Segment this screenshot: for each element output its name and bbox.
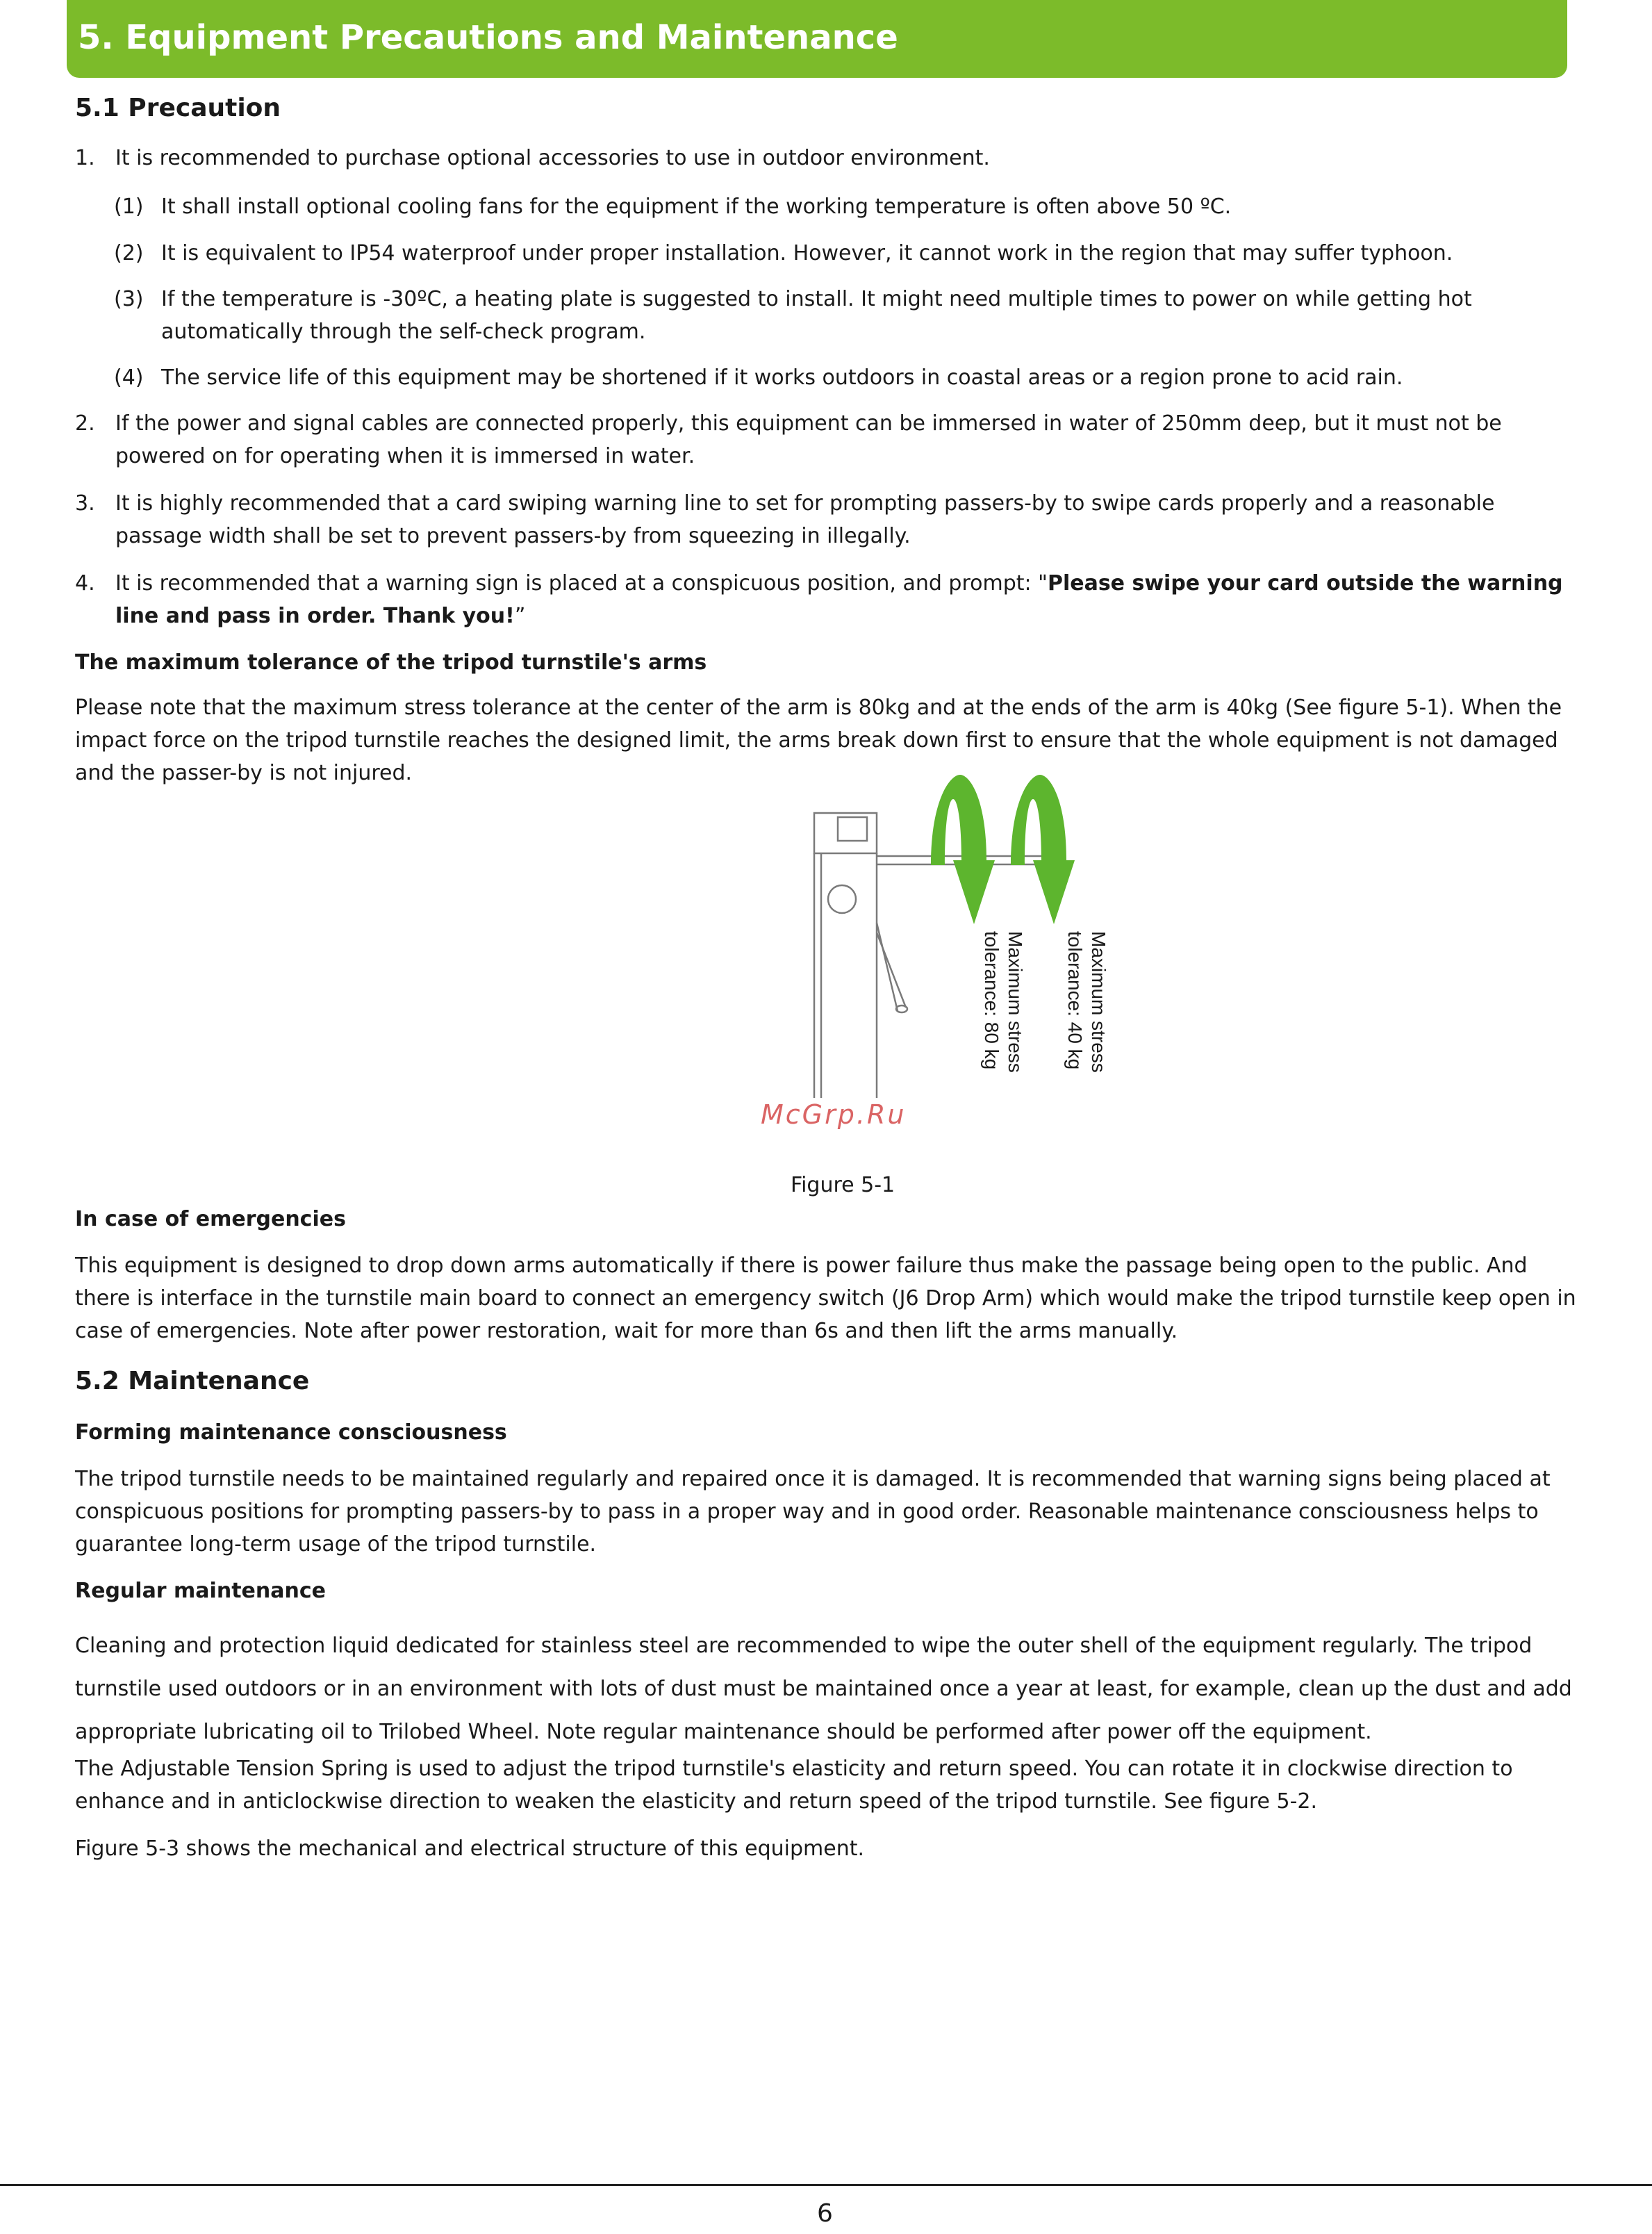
footer-rule	[0, 2184, 1652, 2186]
tolerance-paragraph: Please note that the maximum stress tolerance at the center of the arm is 80kg and at the ends of the arm is 40kg (See figure 5-1). When the impact force on the tripod turnstile reaches the designed limit, the arms break down first to ensure that the whole equipment is not damaged and the passer-by is not injured.	[75, 696, 1562, 785]
list-number: 3.	[75, 491, 95, 516]
list-text: If the power and signal cables are connected properly, this equipment can be immersed in water of 250mm deep, but it must not be powered on for operating when it is immersed in water.	[115, 411, 1502, 468]
list-text: If the temperature is -30ºC, a heating plate is suggested to install. It might need multiple times to power on while getting hot automatically through the self-check program.	[161, 287, 1472, 344]
prompt-close-quote: ”	[514, 604, 526, 628]
tension-spring-paragraph: The Adjustable Tension Spring is used to adjust the tripod turnstile's elasticity and return speed. You can rotate it in clockwise direction to enhance and in anticlockwise direction to weaken the elasticity and return speed of the tripod turnstile. See figure 5-2.	[75, 1757, 1513, 1814]
list-text	[115, 567, 1583, 632]
label-40kg-line1: Maximum stress	[1088, 931, 1109, 1073]
list-text: It shall install optional cooling fans for the equipment if the working temperature is often above 50 ºC.	[161, 195, 1232, 219]
list-number: (1)	[114, 195, 144, 219]
list-text: It is highly recommended that a card swiping warning line to set for prompting passers-by to swipe cards properly and a reasonable passage width shall be set to prevent passers-by from squeezing in illegally.	[115, 491, 1495, 548]
list-number: (4)	[114, 366, 144, 390]
lower-arm-edge-1	[877, 923, 898, 1011]
tolerance-heading: The maximum tolerance of the tripod turnstile's arms	[75, 650, 707, 675]
arrow-center-80kg-icon	[931, 775, 995, 924]
subsection-title-precaution: 5.1 Precaution	[75, 94, 281, 122]
list-number: (3)	[114, 287, 144, 311]
prompt-intro: It is recommended that a warning sign is placed at a conspicuous position, and prompt: "	[115, 571, 1048, 596]
trilobed-wheel-hub	[828, 885, 856, 913]
forming-paragraph: The tripod turnstile needs to be maintained regularly and repaired once it is damaged. It is recommended that warning signs being placed at conspicuous positions for prompting passers-by to pass in a proper way and in good order. Reasonable maintenance consciousness helps to guarantee long-term usage of the tripod turnstile.	[75, 1467, 1551, 1557]
list-text: It is equivalent to IP54 waterproof under proper installation. However, it cannot work in the region that may suffer typhoon.	[161, 241, 1453, 265]
figure-5-3-paragraph: Figure 5-3 shows the mechanical and electrical structure of this equipment.	[75, 1837, 865, 1861]
label-80kg-line1: Maximum stress	[1005, 931, 1026, 1073]
list-text: It is recommended to purchase optional accessories to use in outdoor environment.	[115, 146, 990, 170]
subsection-title-maintenance: 5.2 Maintenance	[75, 1367, 310, 1395]
list-number: 2.	[75, 411, 95, 436]
figure-caption: Figure 5-1	[791, 1173, 895, 1197]
label-80kg-line2: tolerance: 80 kg	[981, 931, 1002, 1070]
forming-heading: Forming maintenance consciousness	[75, 1420, 507, 1445]
regular-paragraph: Cleaning and protection liquid dedicated for stainless steel are recommended to wipe the outer shell of the equipment regularly. The tripod turnstile used outdoors or in an environment with lots of dust must be maintained once a year at least, for example, clean up the dust and add appropriate lubricating oil to Trilobed Wheel. Note regular maintenance should be performed after power off the equipment.	[75, 1634, 1572, 1744]
list-number: 4.	[75, 571, 95, 596]
prompt-text: Please swipe your card outside the warning line and pass in order. Thank you!	[115, 571, 1563, 628]
section-title: 5. Equipment Precautions and Maintenance	[78, 18, 898, 57]
label-40kg-line2: tolerance: 40 kg	[1064, 931, 1086, 1070]
watermark: McGrp.Ru	[761, 1099, 907, 1130]
emergency-heading: In case of emergencies	[75, 1207, 346, 1231]
emergency-paragraph: This equipment is designed to drop down arms automatically if there is power failure thus make the passage being open to the public. And there is interface in the turnstile main board to connect an emergency switch (J6 Drop Arm) which would make the tripod turnstile keep open in case of emergencies. Note after power restoration, wait for more than 6s and then lift the arms manually.	[75, 1254, 1576, 1343]
arrow-end-40kg-icon	[1011, 775, 1075, 924]
list-number: 1.	[75, 146, 95, 170]
list-number: (2)	[114, 241, 144, 265]
page-number: 6	[817, 2199, 833, 2228]
lower-arm-edge-2	[877, 933, 906, 1008]
regular-heading: Regular maintenance	[75, 1579, 326, 1603]
list-text: The service life of this equipment may be shortened if it works outdoors in coastal areas or a region prone to acid rain.	[161, 366, 1403, 390]
card-reader-window	[838, 817, 867, 841]
